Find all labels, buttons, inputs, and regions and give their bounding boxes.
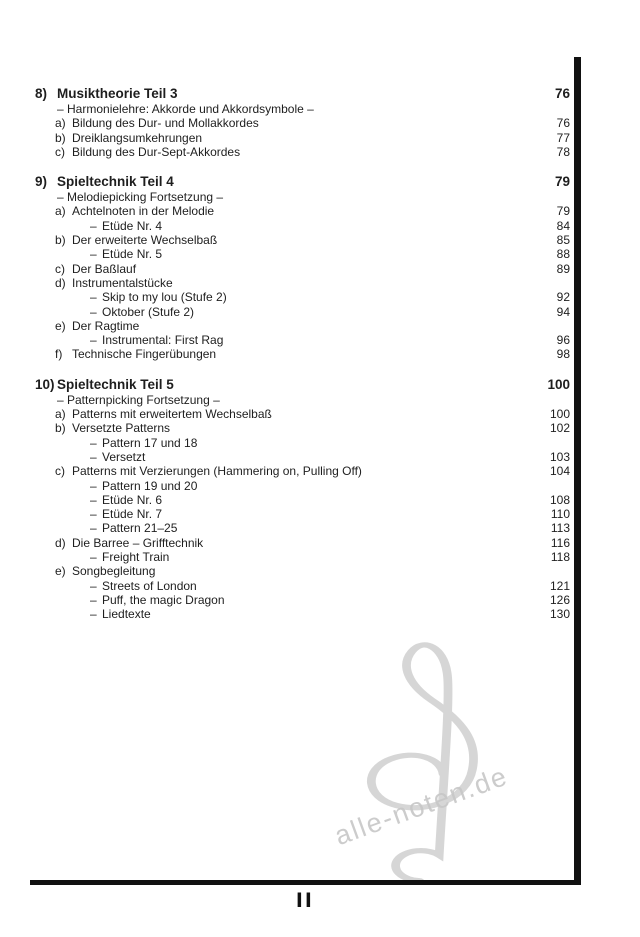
- toc-item-page: 102: [549, 421, 570, 436]
- toc-item-label: –: [90, 247, 97, 262]
- toc-item-text: Etüde Nr. 4: [102, 218, 163, 233]
- toc-item-page: 79: [556, 204, 570, 219]
- toc-item-label: 9): [35, 174, 48, 190]
- toc-item: [35, 464, 570, 478]
- toc-item-text: Bildung des Dur-Sept-Akkordes: [72, 144, 241, 159]
- toc-item-label: –: [90, 478, 97, 493]
- toc-item-text: Spieltechnik Teil 5: [57, 376, 174, 392]
- toc-item: [35, 131, 570, 145]
- toc-item-label: 10): [35, 376, 55, 392]
- toc-item-page: 94: [556, 304, 570, 319]
- toc-item-label: a): [55, 116, 66, 131]
- toc-item-label: a): [55, 204, 66, 219]
- toc-item-page: 89: [556, 261, 570, 276]
- toc-item-label: –: [90, 449, 97, 464]
- toc-item-text: Liedtexte: [102, 607, 151, 622]
- toc-item-page: 108: [549, 492, 570, 507]
- toc-item-text: Pattern 21–25: [102, 521, 178, 536]
- toc-section-subtitle: – Harmonielehre: Akkorde und Akkordsymbole –: [57, 102, 314, 116]
- toc-item: [35, 521, 570, 535]
- toc-item: [35, 262, 570, 276]
- toc-item-text: Etüde Nr. 5: [102, 247, 163, 262]
- toc-item: [35, 233, 570, 247]
- toc-item-page: 92: [556, 290, 570, 305]
- toc-item-label: e): [55, 318, 66, 333]
- toc-item-text: Versetzt: [102, 449, 146, 464]
- toc-item-text: Patterns mit Verzierungen (Hammering on, Pulling Off): [72, 464, 362, 479]
- toc-item-text: Dreiklangsumkehrungen: [72, 130, 203, 145]
- toc-item: [35, 436, 570, 450]
- toc-item-label: d): [55, 275, 66, 290]
- toc-item: [35, 493, 570, 507]
- toc-item-label: –: [90, 304, 97, 319]
- toc: [35, 86, 570, 637]
- toc-item-page: 116: [550, 535, 570, 550]
- toc-item-label: –: [90, 218, 97, 233]
- toc-item-text: Bildung des Dur- und Mollakkordes: [72, 116, 259, 131]
- toc-item: [35, 276, 570, 290]
- toc-item-text: Der Ragtime: [72, 318, 140, 333]
- toc-item-label: c): [55, 261, 65, 276]
- toc-item: [35, 564, 570, 578]
- toc-item: [35, 536, 570, 550]
- toc-item-text: Etüde Nr. 7: [102, 507, 163, 522]
- toc-section-heading: [35, 174, 570, 190]
- toc-item-page: 77: [556, 130, 570, 145]
- toc-item-text: Versetzte Patterns: [72, 421, 171, 436]
- toc-item: [35, 319, 570, 333]
- toc-section-subtitle: – Melodiepicking Fortsetzung –: [57, 190, 224, 205]
- watermark-treble-clef-icon: [330, 612, 525, 890]
- toc-item-page: 121: [549, 578, 570, 593]
- toc-item-text: Pattern 19 und 20: [102, 478, 198, 493]
- toc-item-label: –: [90, 550, 97, 565]
- toc-item-label: a): [55, 407, 66, 422]
- toc-item-page: 85: [556, 233, 570, 248]
- toc-item: [35, 204, 570, 218]
- toc-item-label: e): [55, 564, 66, 579]
- watermark-text: alle-noten.de: [330, 760, 513, 852]
- toc-item-text: Patterns mit erweitertem Wechselbaß: [72, 407, 272, 422]
- toc-item-text: Instrumental: First Rag: [102, 333, 224, 348]
- toc-item: [35, 479, 570, 493]
- toc-item-label: –: [90, 607, 97, 622]
- toc-item-page: 118: [550, 550, 570, 565]
- toc-item-page: 104: [549, 464, 570, 479]
- toc-item-label: –: [90, 492, 97, 507]
- toc-item-label: –: [90, 507, 97, 522]
- toc-item: [35, 305, 570, 319]
- toc-item-page: 78: [556, 144, 570, 159]
- toc-item-text: Songbegleitung: [72, 564, 156, 579]
- toc-section-heading: [35, 377, 570, 393]
- toc-item-text: Puff, the magic Dragon: [102, 592, 225, 607]
- toc-item-label: f): [55, 347, 63, 362]
- toc-item: [35, 407, 570, 421]
- toc-item-page: 110: [550, 507, 570, 522]
- toc-item: [35, 247, 570, 261]
- toc-item: [35, 507, 570, 521]
- toc-item: [35, 550, 570, 564]
- right-rule: [574, 57, 581, 885]
- toc-item-page: 88: [556, 247, 570, 262]
- toc-section: [35, 86, 570, 159]
- toc-item: [35, 347, 570, 361]
- toc-item-page: 84: [556, 218, 570, 233]
- toc-item-label: c): [55, 464, 65, 479]
- toc-item-text: Etüde Nr. 6: [102, 492, 163, 507]
- toc-item-label: –: [90, 435, 97, 450]
- toc-item-label: –: [90, 290, 97, 305]
- toc-item-label: b): [55, 421, 66, 436]
- toc-item-text: Musiktheorie Teil 3: [57, 86, 178, 101]
- toc-item-label: b): [55, 130, 66, 145]
- toc-item-text: Der Baßlauf: [72, 261, 137, 276]
- toc-item-page: 103: [549, 449, 570, 464]
- toc-item-text: Technische Fingerübungen: [72, 347, 217, 362]
- toc-item-text: Streets of London: [102, 578, 197, 593]
- toc-item-page: 130: [549, 607, 570, 622]
- toc-item: [35, 607, 570, 621]
- toc-item: [35, 579, 570, 593]
- toc-item-label: –: [90, 333, 97, 348]
- toc-item: [35, 145, 570, 159]
- toc-section: [35, 174, 570, 362]
- toc-item-text: Achtelnoten in der Melodie: [72, 204, 215, 219]
- toc-item-page: 96: [556, 333, 570, 348]
- toc-item-page: 76: [554, 86, 570, 101]
- toc-item-text: Der erweiterte Wechselbaß: [72, 233, 218, 248]
- bottom-rule: [30, 880, 581, 885]
- toc-item-label: –: [90, 578, 97, 593]
- toc-item-text: Skip to my lou (Stufe 2): [102, 290, 227, 305]
- toc-item-page: 113: [550, 521, 570, 536]
- toc-item: [35, 290, 570, 304]
- toc-section: [35, 377, 570, 622]
- toc-item: [35, 116, 570, 130]
- toc-item-label: –: [90, 592, 97, 607]
- toc-item-page: 98: [556, 347, 570, 362]
- toc-item-text: Spieltechnik Teil 4: [57, 174, 174, 190]
- toc-section-subtitle: – Patternpicking Fortsetzung –: [57, 392, 220, 407]
- toc-item: [35, 593, 570, 607]
- toc-section-heading: [35, 86, 570, 102]
- footer-page-mark: II: [295, 889, 315, 912]
- toc-item-label: d): [55, 535, 66, 550]
- toc-item-text: Oktober (Stufe 2): [102, 304, 195, 319]
- toc-item-text: Freight Train: [102, 550, 170, 565]
- toc-item-text: Die Barree – Grifftechnik: [72, 535, 204, 550]
- toc-item-text: Instrumentalstücke: [72, 275, 173, 290]
- toc-item-page: 100: [547, 376, 570, 392]
- toc-item: [35, 333, 570, 347]
- toc-item-text: Pattern 17 und 18: [102, 435, 198, 450]
- toc-item: [35, 421, 570, 435]
- toc-item-label: –: [90, 521, 97, 536]
- toc-item-page: 79: [554, 174, 570, 190]
- toc-item-page: 76: [556, 116, 570, 131]
- toc-item-label: 8): [35, 86, 48, 101]
- toc-item: [35, 219, 570, 233]
- toc-item-page: 126: [549, 592, 570, 607]
- toc-item: [35, 450, 570, 464]
- toc-item-label: c): [55, 144, 65, 159]
- toc-item-page: 100: [549, 407, 570, 422]
- toc-item-label: b): [55, 233, 66, 248]
